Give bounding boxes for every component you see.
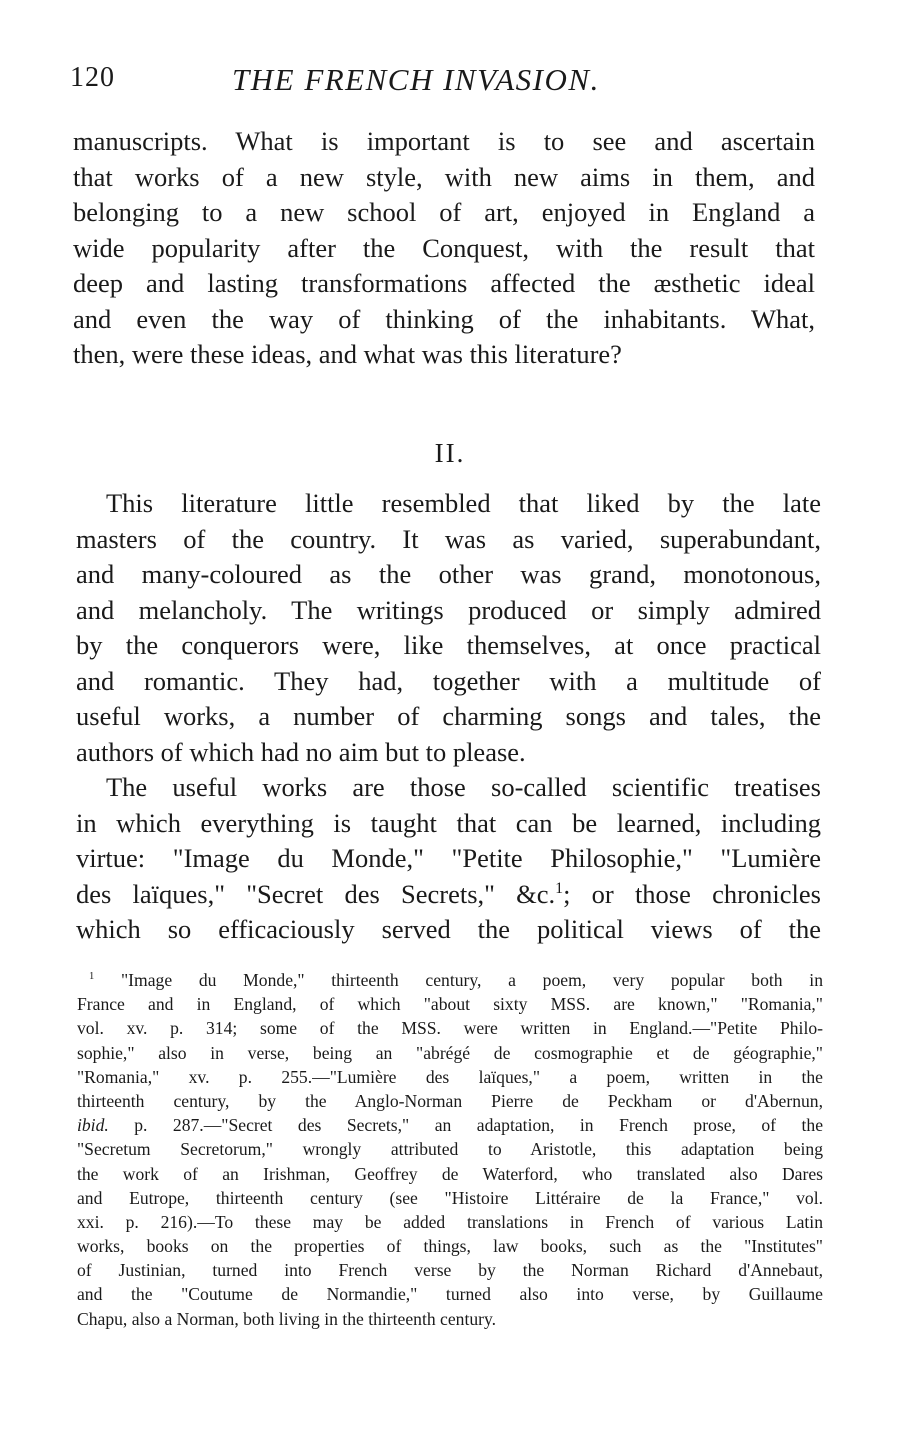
footnote <box>77 968 823 1331</box>
body-paragraphs <box>76 486 821 948</box>
footnote-line: works, books on the properties of things, law books, such as the "Institutes" <box>77 1236 823 1257</box>
text-line: authors of which had no aim but to please. <box>76 736 526 767</box>
text-line: useful works, a number of charming songs and tales, the <box>76 701 821 731</box>
footnote-line: thirteenth century, by the Anglo-Norman Pierre de Peckham or d'Abernun, <box>77 1090 823 1111</box>
paragraph-2 <box>76 486 821 770</box>
footnote-line: xxi. p. 216).—To these may be added translations in French of various Latin <box>77 1211 823 1232</box>
text-line: deep and lasting transformations affected the æsthetic ideal <box>73 268 815 298</box>
italic-abbreviation: ibid. <box>77 1115 109 1136</box>
footnote-line: and the "Coutume de Normandie," turned also into verse, by Guillaume <box>77 1284 823 1305</box>
footnote-line <box>77 968 823 992</box>
text-line: manuscripts. What is important is to see and ascertain <box>73 126 815 156</box>
text-line: and romantic. They had, together with a multitude of <box>76 665 821 696</box>
text-line: and melancholy. The writings produced or simply admired <box>76 594 821 625</box>
footnote-line: the work of an Irishman, Geoffrey de Waterford, who translated also Dares <box>77 1163 823 1184</box>
text-line: then, were these ideas, and what was this literature? <box>73 339 622 369</box>
text-line: and many-coloured as the other was grand, monotonous, <box>76 559 821 589</box>
footnote-reference[interactable]: 1 <box>555 879 564 897</box>
text-line: by the conquerors were, like themselves, at once practical <box>76 630 821 660</box>
text-line: masters of the country. It was as varied, superabundant, <box>76 523 821 554</box>
paragraph-3 <box>76 770 821 948</box>
text-fragment: ; or those chronicles <box>563 878 821 909</box>
footnote-line: and Eutrope, thirteenth century (see "Histoire Littéraire de la France," vol. <box>77 1187 823 1208</box>
text-line: that works of a new style, with new aims in them, and <box>73 161 815 192</box>
text-line: The useful works are those so-called scientific treatises <box>106 772 821 802</box>
text-fragment: p. 287.—"Secret des Secrets," an adaptation, in French prose, of the <box>108 1115 823 1136</box>
footnote-line <box>77 1113 823 1137</box>
text-line: belonging to a new school of art, enjoyed in England a <box>73 197 815 227</box>
text-line: which so efficaciously served the political views of the <box>76 914 821 944</box>
footnote-line: vol. xv. p. 314; some of the MSS. were written in England.—"Petite Philo- <box>77 1018 823 1039</box>
text-line: in which everything is taught that can be learned, including <box>76 807 821 838</box>
footnote-line: Chapu, also a Norman, both living in the thirteenth century. <box>77 1308 497 1329</box>
page-number: 120 <box>70 62 115 93</box>
page-header <box>70 62 830 102</box>
text-line: virtue: "Image du Monde," "Petite Philosophie," "Lumière <box>76 843 821 873</box>
text-fragment: "Image du Monde," thirteenth century, a poem, very popular both in <box>121 970 823 990</box>
running-title: THE FRENCH INVASION. <box>232 62 600 97</box>
footnote-line: "Romania," xv. p. 255.—"Lumière des laïques," a poem, written in the <box>77 1066 823 1087</box>
text-fragment: des laïques," "Secret des Secrets," &c. <box>76 878 556 909</box>
footnote-marker: 1 <box>89 971 95 983</box>
footnote-line: "Secretum Secretorum," wrongly attributed to Aristotle, this adaptation being <box>77 1139 823 1160</box>
footnote-line: France and in England, of which "about sixty MSS. are known," "Romania," <box>77 994 823 1015</box>
section-heading: II. <box>434 438 466 468</box>
text-line: wide popularity after the Conquest, with the result that <box>73 232 815 263</box>
paragraph-1 <box>73 124 815 373</box>
text-line: This literature little resembled that liked by the late <box>106 488 821 518</box>
text-line: and even the way of thinking of the inhabitants. What, <box>73 303 815 334</box>
footnote-line: of Justinian, turned into French verse by the Norman Richard d'Annebaut, <box>77 1260 823 1281</box>
text-line <box>76 877 821 913</box>
footnote-line: sophie," also in verse, being an "abrégé de cosmographie et de géographie," <box>77 1042 823 1063</box>
